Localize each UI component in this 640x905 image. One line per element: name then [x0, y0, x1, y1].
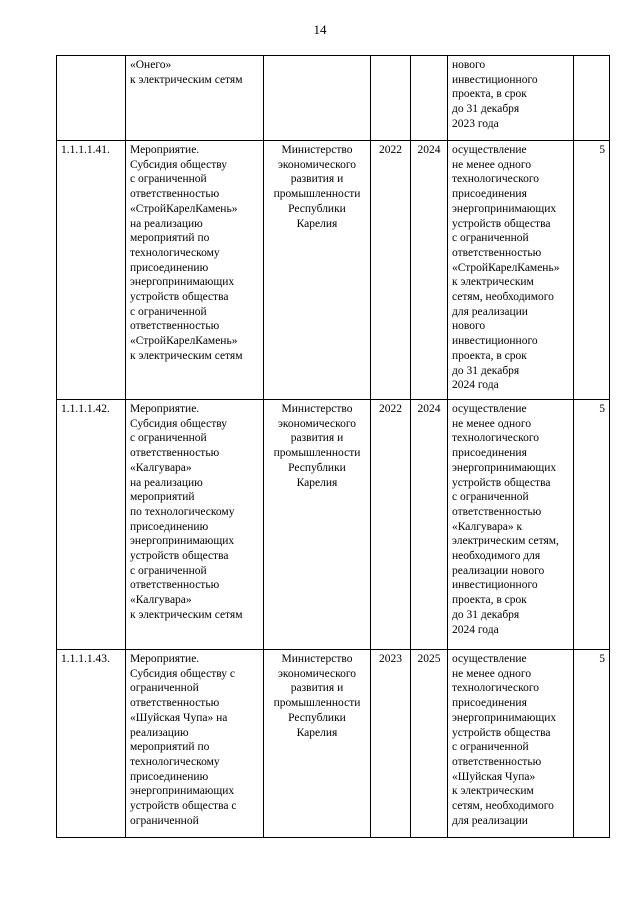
- expected-result: осуществление не менее одного технологического присоединения энергопринимающих устройств общества с ограниченной ответственностью «Шуйская Чупа» к электрическим сетям, необходимого для реализации: [448, 650, 574, 838]
- row-number: 1.1.1.1.42.: [57, 400, 126, 650]
- start-year: [371, 56, 411, 141]
- indicator-value: 5: [574, 650, 610, 838]
- event-description: «Онего» к электрическим сетям: [126, 56, 264, 141]
- indicator-value: 5: [574, 400, 610, 650]
- expected-result: нового инвестиционного проекта, в срок до 31 декабря 2023 года: [448, 56, 574, 141]
- row-number: 1.1.1.1.43.: [57, 650, 126, 838]
- table-row: [57, 141, 610, 400]
- responsible-organization: Министерство экономического развития и промышленности Республики Карелия: [264, 650, 371, 838]
- table-row: [57, 56, 610, 141]
- event-description: Мероприятие. Субсидия обществу с ограниченной ответственностью «Калгувара» на реализацию мероприятий по технологическому присоединению энергопринимающих устройств общества с ограниченной ответственностью «Калгувара» к электрическим сетям: [126, 400, 264, 650]
- responsible-organization: Министерство экономического развития и промышленности Республики Карелия: [264, 400, 371, 650]
- end-year: 2024: [411, 400, 448, 650]
- row-number: 1.1.1.1.41.: [57, 141, 126, 400]
- table-row: [57, 400, 610, 650]
- end-year: [411, 56, 448, 141]
- indicator-value: [574, 56, 610, 141]
- event-description: Мероприятие. Субсидия обществу с ограниченной ответственностью «СтройКарелКамень» на реализацию мероприятий по технологическому присоединению энергопринимающих устройств общества с ограниченной ответственностью «СтройКарелКамень» к электрическим сетям: [126, 141, 264, 400]
- end-year: 2025: [411, 650, 448, 838]
- indicator-value: 5: [574, 141, 610, 400]
- table-row: [57, 650, 610, 838]
- measures-table: [56, 55, 610, 838]
- expected-result: осуществление не менее одного технологического присоединения энергопринимающих устройств общества с ограниченной ответственностью «СтройКарелКамень» к электрическим сетям, необходимого для реализации нового инвестиционного проекта, в срок до 31 декабря 2024 года: [448, 141, 574, 400]
- responsible-organization: [264, 56, 371, 141]
- start-year: 2022: [371, 400, 411, 650]
- responsible-organization: Министерство экономического развития и промышленности Республики Карелия: [264, 141, 371, 400]
- end-year: 2024: [411, 141, 448, 400]
- expected-result: осуществление не менее одного технологического присоединения энергопринимающих устройств общества с ограниченной ответственностью «Калгувара» к электрическим сетям, необходимого для реализации нового инвестиционного проекта, в срок до 31 декабря 2024 года: [448, 400, 574, 650]
- start-year: 2022: [371, 141, 411, 400]
- event-description: Мероприятие. Субсидия обществу с ограниченной ответственностью «Шуйская Чупа» на реализацию мероприятий по технологическому присоединению энергопринимающих устройств общества с ограниченной: [126, 650, 264, 838]
- page-number: 14: [313, 22, 327, 37]
- row-number: [57, 56, 126, 141]
- start-year: 2023: [371, 650, 411, 838]
